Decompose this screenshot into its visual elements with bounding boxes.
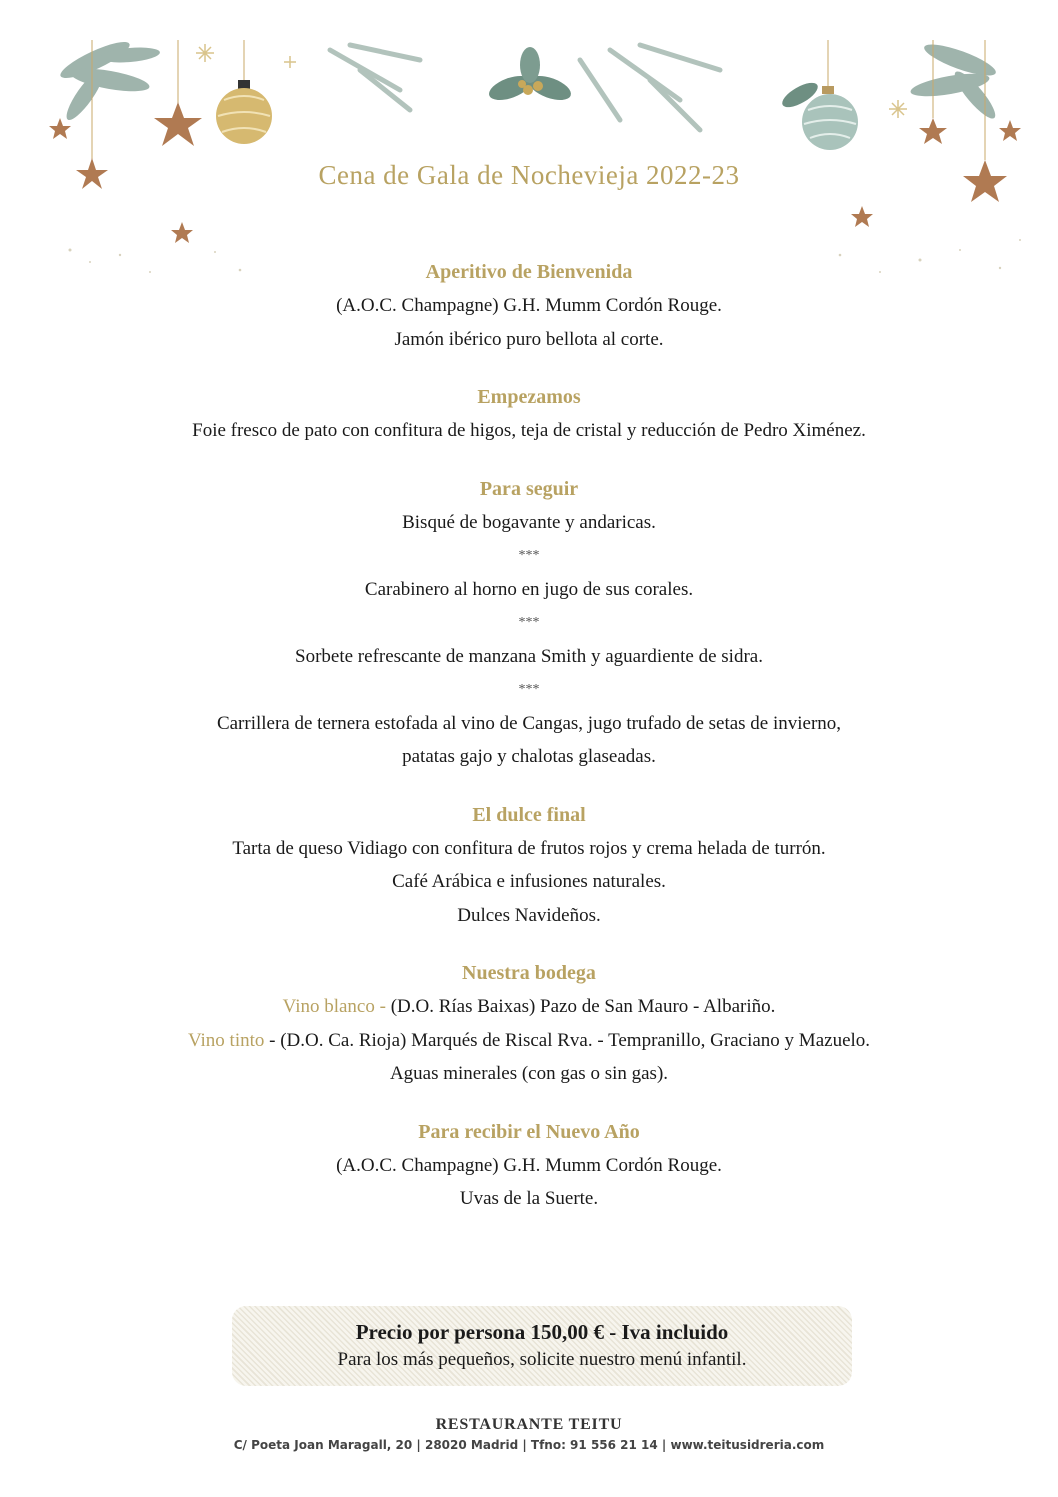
menu-item: Carrillera de ternera estofada al vino de Cangas, jugo trufado de setas de invierno, <box>216 712 842 734</box>
teal-ornament-icon <box>779 40 858 150</box>
section-title: Para recibir el Nuevo Año <box>418 1120 640 1143</box>
menu-content <box>0 255 1058 1240</box>
menu-section <box>0 798 1058 933</box>
menu-item: Aguas minerales (con gas o sin gas). <box>389 1063 669 1084</box>
christmas-decoration <box>0 0 1058 290</box>
gold-ornament-icon <box>216 40 272 144</box>
footer <box>0 1416 1058 1452</box>
kids-menu-note: Para los más pequeños, solicite nuestro menú infantil. <box>337 1349 747 1370</box>
menu-item: Uvas de la Suerte. <box>459 1188 599 1209</box>
menu-item: Foie fresco de pato con confitura de higos, teja de cristal y reducción de Pedro Ximénez. <box>192 420 866 441</box>
section-title: El dulce final <box>472 803 586 826</box>
menu-item: Jamón ibérico puro bellota al corte. <box>394 328 664 350</box>
separator: *** <box>518 682 540 697</box>
price-box <box>232 1306 852 1386</box>
wine-label: Vino tinto <box>187 1029 265 1051</box>
menu-item: Sorbete refrescante de manzana Smith y aguardiente de sidra. <box>295 645 763 667</box>
wine-item <box>0 1024 1058 1058</box>
menu-item: patatas gajo y chalotas glaseadas. <box>402 746 656 767</box>
wine-label: Vino blanco - <box>282 996 386 1017</box>
menu-item: Carabinero al horno en jugo de sus corales. <box>364 578 694 600</box>
wine-text: - (D.O. Ca. Rioja) Marqués de Riscal Rva. - Tempranillo, Graciano y Mazuelo. <box>264 1029 871 1051</box>
menu-section <box>0 1115 1058 1216</box>
menu-item: Café Arábica e infusiones naturales. <box>392 871 666 892</box>
leaf-branch-right-icon <box>909 39 1000 124</box>
holly-icon <box>486 47 574 105</box>
separator: *** <box>518 548 540 563</box>
menu-section <box>0 255 1058 356</box>
restaurant-name: RESTAURANTE TEITU <box>435 1416 623 1433</box>
menu-section <box>0 380 1058 448</box>
section-title: Aperitivo de Bienvenida <box>425 261 633 283</box>
menu-item: (A.O.C. Champagne) G.H. Mumm Cordón Rouge. <box>336 1154 722 1176</box>
menu-section <box>0 956 1058 1091</box>
menu-section <box>0 472 1058 774</box>
wine-item <box>0 990 1058 1024</box>
menu-item: Bisqué de bogavante y andaricas. <box>402 511 656 533</box>
wine-text: (D.O. Rías Baixas) Pazo de San Mauro - Albariño. <box>385 996 776 1017</box>
separator: *** <box>518 615 540 630</box>
restaurant-address: C/ Poeta Joan Maragall, 20 | 28020 Madrid | Tfno: 91 556 21 14 | www.teitusidreria.com <box>233 1438 825 1452</box>
section-title: Para seguir <box>479 477 579 500</box>
menu-item: Dulces Navideños. <box>457 904 601 926</box>
menu-item: Tarta de queso Vidiago con confitura de frutos rojos y crema helada de turrón. <box>232 837 826 859</box>
section-title: Nuestra bodega <box>462 962 596 984</box>
menu-item: (A.O.C. Champagne) G.H. Mumm Cordón Rouge. <box>336 295 722 316</box>
price-text: Precio por persona 150,00 € - Iva incluido <box>355 1320 729 1344</box>
section-title: Empezamos <box>477 386 581 408</box>
page-title: Cena de Gala de Nochevieja 2022-23 <box>318 160 740 190</box>
leaf-branch-left-icon <box>57 36 161 124</box>
